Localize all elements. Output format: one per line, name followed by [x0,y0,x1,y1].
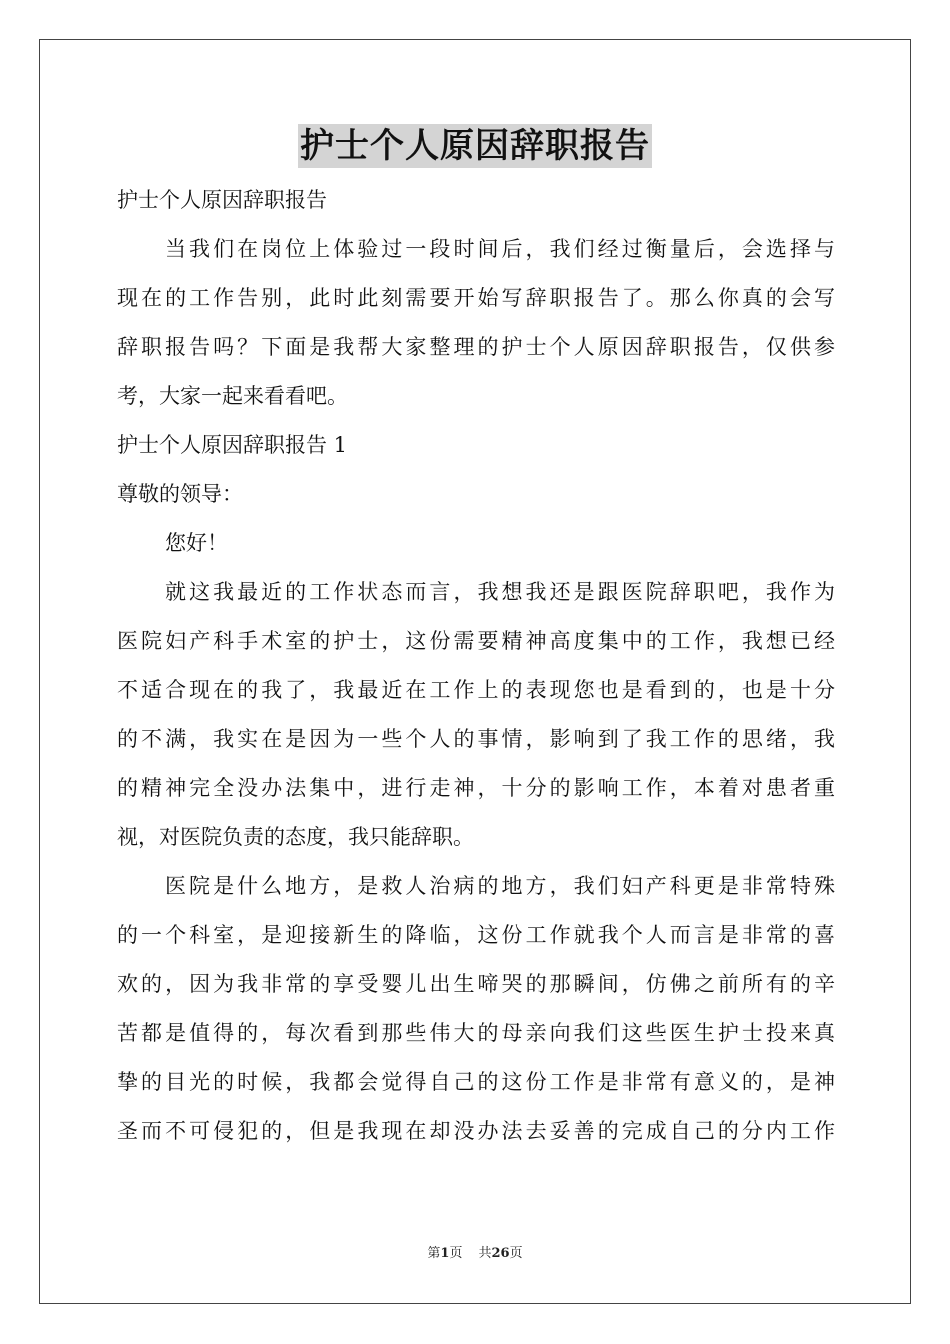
body-text-line: 圣而不可侵犯的，但是我现在却没办法去妥善的完成自己的分内工作 [117,1119,835,1143]
body-text-line: 挚的目光的时候，我都会觉得自己的这份工作是非常有意义的，是神 [117,1070,835,1094]
body-text-line: 尊敬的领导： [117,482,243,506]
body-text-line: 医院妇产科手术室的护士，这份需要精神高度集中的工作，我想已经 [117,629,835,653]
body-text-line: 就这我最近的工作状态而言，我想我还是跟医院辞职吧，我作为 [165,580,835,604]
body-text-line: 不适合现在的我了，我最近在工作上的表现您也是看到的，也是十分 [117,678,835,702]
page-number-suffix: 页 [449,1246,463,1261]
body-text-line: 您好！ [165,531,228,555]
body-text-line: 的精神完全没办法集中，进行走神，十分的影响工作，本着对患者重 [117,776,835,800]
page-footer [0,1245,950,1263]
body-text-line: 辞职报告吗？下面是我帮大家整理的护士个人原因辞职报告，仅供参 [117,335,835,359]
total-pages-suffix: 页 [509,1246,523,1261]
title-container [0,124,950,168]
body-text-line: 护士个人原因辞职报告 1 [117,433,348,457]
body-text-line: 当我们在岗位上体验过一段时间后，我们经过衡量后，会选择与 [165,237,835,261]
document-body [117,176,835,1156]
body-text-line: 现在的工作告别，此时此刻需要开始写辞职报告了。那么你真的会写 [117,286,835,310]
body-text-line: 欢的，因为我非常的享受婴儿出生啼哭的那瞬间，仿佛之前所有的辛 [117,972,835,996]
total-pages-number: 26 [491,1246,510,1261]
total-pages-prefix: 共 [478,1246,492,1261]
body-text-line: 的一个科室，是迎接新生的降临，这份工作就我个人而言是非常的喜 [117,923,835,947]
body-text-line: 的不满，我实在是因为一些个人的事情，影响到了我工作的思绪，我 [117,727,835,751]
body-text-line: 视，对医院负责的态度，我只能辞职。 [117,825,474,849]
page-number-prefix: 第 [427,1246,441,1261]
body-text-line: 苦都是值得的，每次看到那些伟大的母亲向我们这些医生护士投来真 [117,1021,835,1045]
body-text-line: 护士个人原因辞职报告 [117,188,327,212]
body-text-line: 医院是什么地方，是救人治病的地方，我们妇产科更是非常特殊 [165,874,835,898]
current-page-number: 1 [440,1246,450,1261]
document-title: 护士个人原因辞职报告 [300,126,650,166]
body-text-line: 考，大家一起来看看吧。 [117,384,348,408]
